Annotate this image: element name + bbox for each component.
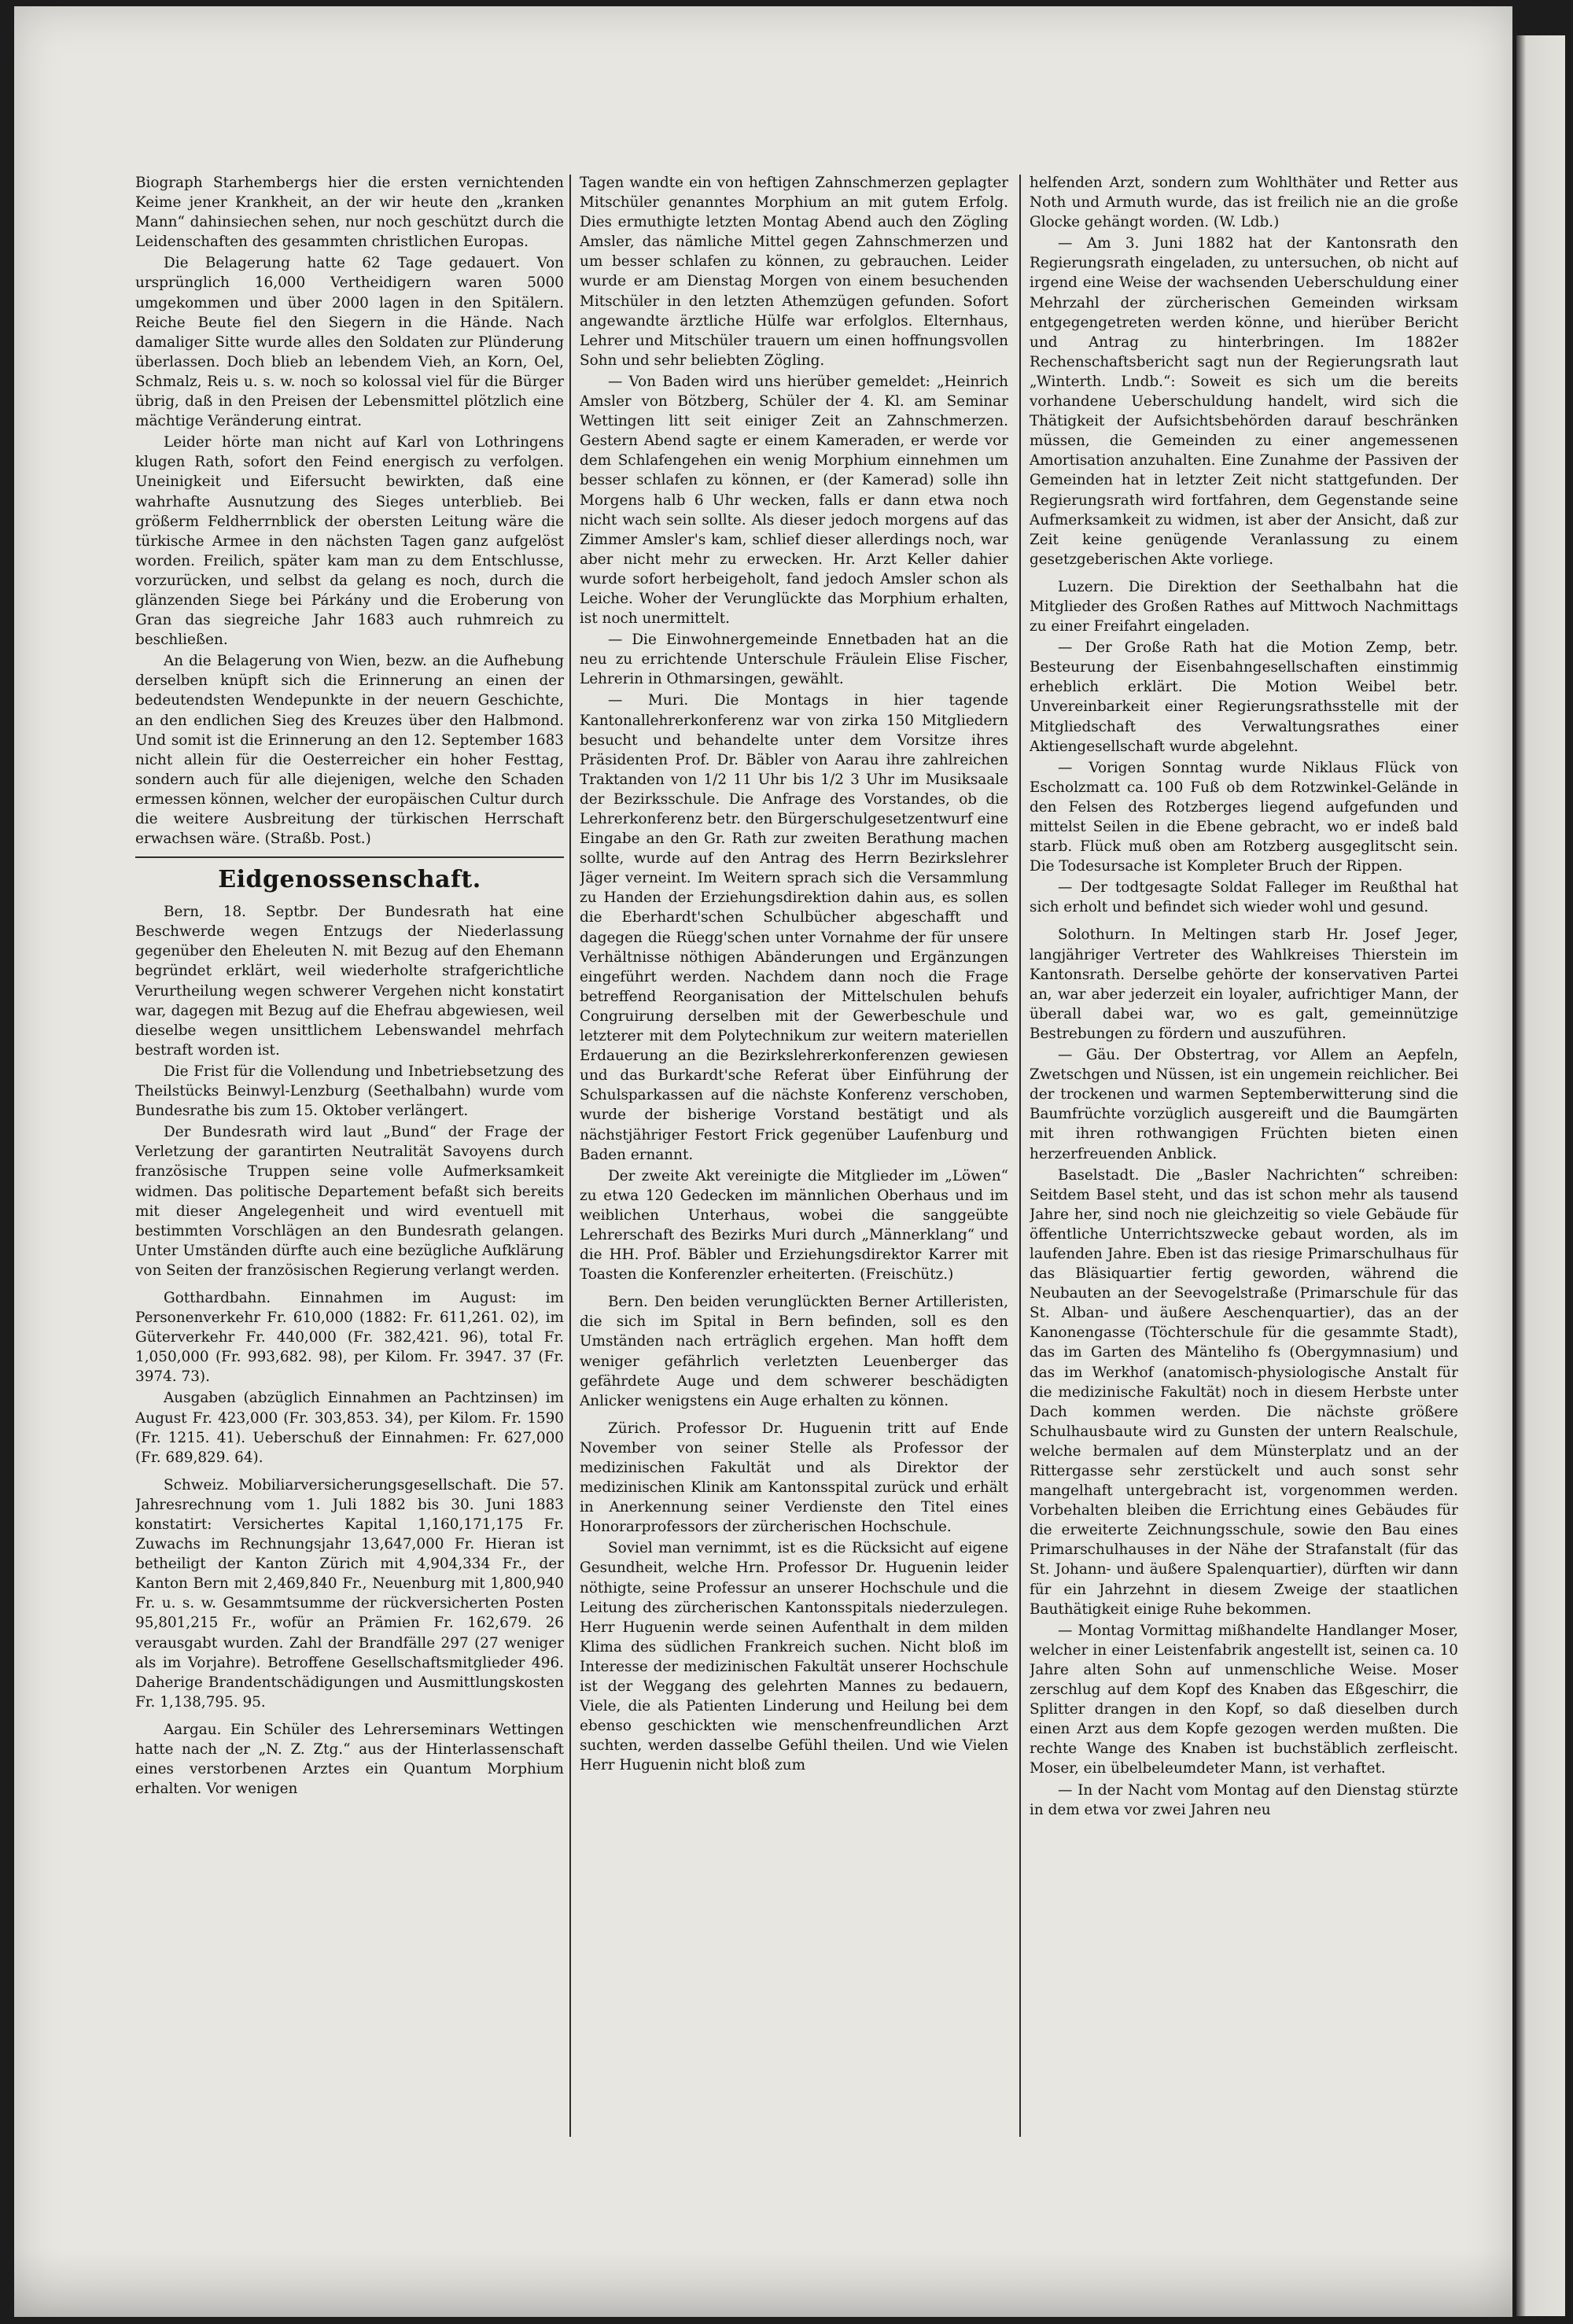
- paragraph: Zürich. Professor Dr. Huguenin tritt auf Ende November von seiner Stelle als Professor der medizinischen Fakultät und als Direktor der medizinischen Klinik am Kantonsspital zurück und erhält in Anerkennung seiner Verdienste den Titel eines Honorarprofessors der zürcherischen Hochschule.: [580, 1420, 1008, 1536]
- column-2: [580, 173, 1008, 2135]
- paragraph: — Der todtgesagte Soldat Falleger im Reußthal hat sich erholt und befindet sich wieder wohl und gesund.: [1030, 879, 1458, 916]
- paragraph: — Montag Vormittag mißhandelte Handlanger Moser, welcher in einer Leistenfabrik angestellt ist, seinen ca. 10 Jahre alten Sohn auf unmenschliche Weise. Moser zerschlug auf dem Kopf des Knaben das Eßgeschirr, die Splitter drangen in den Kopf, so daß dieselben durch einen Arzt aus dem Kopfe gezogen werden mußten. Die rechte Wange des Knaben ist buchstäblich zerfleischt. Moser, ein übelbeleumdeter Mann, ist verhaftet.: [1030, 1622, 1458, 1777]
- column-rule-right: [1019, 175, 1021, 2137]
- paragraph: — Vorigen Sonntag wurde Niklaus Flück von Escholzmatt ca. 100 Fuß ob dem Rotzwinkel-Gelände in den Felsen des Rotzberges liegend aufgefunden und mittelst Seilen in die Ebene gebracht, wo er indeß bald starb. Flück muß oben am Rotzberg ausgeglitscht sein. Die Todesursache ist Kompleter Bruch der Rippen.: [1030, 759, 1458, 875]
- paragraph: Ausgaben (abzüglich Einnahmen an Pachtzinsen) im August Fr. 423,000 (Fr. 303,853. 34), per Kilom. Fr. 1590 (Fr. 1215. 41). Ueberschuß der Einnahmen: Fr. 627,000 (Fr. 689,829. 64).: [135, 1390, 564, 1466]
- paragraph: — Gäu. Der Obstertrag, vor Allem an Aepfeln, Zwetschgen und Nüssen, ist ein ungemein reichlicher. Bei der trockenen und warmen Septemberwitterung sind die Baumfrüchte vorzüglich ausgereift und die Baumgärten mit ihren rothwangigen Früchten bieten einen herzerfreuenden Anblick.: [1030, 1047, 1458, 1162]
- paragraph: Biograph Starhembergs hier die ersten vernichtenden Keime jener Krankheit, an der wir heute den „kranken Mann“ dahinsiechen sehen, nur noch geschützt durch die Leidenschaften des gesammten christlichen Europas.: [135, 175, 564, 251]
- paragraph: Luzern. Die Direktion der Seethalbahn hat die Mitglieder des Großen Rathes auf Mittwoch Nachmittags zu einer Freifahrt eingeladen.: [1030, 578, 1458, 635]
- paragraph: Tagen wandte ein von heftigen Zahnschmerzen geplagter Mitschüler genanntes Morphium an mit gutem Erfolg. Dies ermuthigte letzten Montag Abend auch den Zögling Amsler, das nämliche Mittel gegen Zahnschmerzen und um besser schlafen zu können, zu gebrauchen. Leider wurde er am Dienstag Morgen von einem besuchenden Mitschüler in den letzten Athemzügen gefunden. Sofort angewandte ärztliche Hülfe war erfolglos. Elternhaus, Lehrer und Mitschüler trauern um einen hoffnungsvollen Sohn und sehr beliebten Zögling.: [580, 175, 1008, 369]
- column-3: [1030, 173, 1458, 2135]
- column-1: [135, 173, 564, 2135]
- paragraph: Soviel man vernimmt, ist es die Rücksicht auf eigene Gesundheit, welche Hrn. Professor Dr. Huguenin leider nöthigte, seine Professur an unserer Hochschule und die Leitung des zürcherischen Kantonsspitals niederzulegen. Herr Huguenin werde seinen Aufenthalt in dem milden Klima des südlichen Frankreich suchen. Nicht bloß im Interesse der medizinischen Fakultät unserer Hochschule ist der Weggang des gelehrten Mannes zu bedauern, Viele, die als Patienten Linderung und Heilung bei dem ebenso geschickten wie menschenfreundlichen Arzt suchten, werden dasselbe Gefühl theilen. Und wie Vielen Herr Huguenin nicht bloß zum: [580, 1540, 1008, 1774]
- section-title: Eidgenossenschaft.: [135, 856, 564, 896]
- paragraph: — Von Baden wird uns hierüber gemeldet: „Heinrich Amsler von Bötzberg, Schüler der 4. Kl. am Seminar Wettingen litt seit einiger Zeit an Zahnschmerzen. Gestern Abend sagte er einem Kameraden, er werde vor dem Schlafengehen ein wenig Morphium einnehmen um besser schlafen zu können, er (der Kamerad) solle ihn Morgens halb 6 Uhr wecken, falls er dann etwa noch nicht wach sein sollte. Als dieser jedoch morgens auf das Zimmer Amsler's kam, schlief dieser allerdings noch, war aber nicht mehr zu erwecken. Hr. Arzt Keller dahier wurde sofort herbeigeholt, fand jedoch Amsler schon als Leiche. Woher der Verunglückte das Morphium erhalten, ist noch unermittelt.: [580, 373, 1008, 628]
- paragraph: Gotthardbahn. Einnahmen im August: im Personenverkehr Fr. 610,000 (1882: Fr. 611,261. 02), im Güterverkehr Fr. 440,000 (Fr. 382,421. 96), total Fr. 1,050,000 (Fr. 993,682. 98), per Kilom. Fr. 3947. 37 (Fr. 3974. 73).: [135, 1289, 564, 1386]
- paragraph: Der zweite Akt vereinigte die Mitglieder im „Löwen“ zu etwa 120 Gedecken im männlichen Oberhaus und im weiblichen Unterhaus, wobei die sanggeübte Lehrerschaft des Bezirks Muri durch „Männerklang“ und die HH. Prof. Bäbler und Erziehungsdirektor Karrer mit Toasten die Konferenzler erheiterten. (Freischütz.): [580, 1167, 1008, 1284]
- paragraph: — Die Einwohnergemeinde Ennetbaden hat an die neu zu errichtende Unterschule Fräulein Elise Fischer, Lehrerin in Othmarsingen, gewählt.: [580, 632, 1008, 688]
- paragraph: — Am 3. Juni 1882 hat der Kantonsrath den Regierungsrath eingeladen, zu untersuchen, ob nicht auf irgend eine Weise der wachsenden Ueberschuldung einer Mehrzahl der zürcherischen Gemeinden wirksam entgegengetreten werden könne, und hierüber Bericht und Antrag zu hinterbringen. Im 1882er Rechenschaftsbericht sagt nun der Regierungsrath laut „Winterth. Lndb.“: Soweit es sich um die bereits vorhandene Ueberschuldung handelt, wird sich die Thätigkeit der Aufsichtsbehörden darauf beschränken müssen, die Gemeinden zu einer angemessenen Amortisation anzuhalten. Eine Zunahme der Passiven der Gemeinden hat in letzter Zeit nicht stattgefunden. Der Regierungsrath wird fortfahren, dem Gegenstande seine Aufmerksamkeit zu widmen, ist aber der Ansicht, daß zur Zeit keine genügende Veranlassung zu einem gesetzgeberischen Akte vorliege.: [1030, 235, 1458, 568]
- paragraph: Solothurn. In Meltingen starb Hr. Josef Jeger, langjähriger Vertreter des Wahlkreises Thierstein im Kantonsrath. Derselbe gehörte der konservativen Partei an, war aber jederzeit ein loyaler, aufrichtiger Mann, der überall dabei war, wo es galt, gemeinnützige Bestrebungen zu fördern und auszuführen.: [1030, 926, 1458, 1042]
- paragraph: — Der Große Rath hat die Motion Zemp, betr. Besteurung der Eisenbahngesellschaften einstimmig erheblich erklärt. Die Motion Weibel betr. Unvereinbarkeit einer Regierungsrathsstelle mit der Mitgliedschaft des Verwaltungsrathes einer Aktiengesellschaft wurde abgelehnt.: [1030, 639, 1458, 755]
- paragraph: helfenden Arzt, sondern zum Wohlthäter und Retter aus Noth und Armuth wurde, das ist freilich nie an die große Glocke gehängt worden. (W. Ldb.): [1030, 175, 1458, 231]
- paragraph: Leider hörte man nicht auf Karl von Lothringens klugen Rath, sofort den Feind energisch zu verfolgen. Uneinigkeit und Eifersucht bewirkten, daß eine wahrhafte Ausnutzung des Sieges unterblieb. Bei größerm Feldherrnblick der obersten Leitung wäre die türkische Armee in den nächsten Tagen ganz aufgelöst worden. Freilich, später kam man zu dem Entschlusse, vorzurücken, und selbst da gelang es noch, durch die glänzenden Siege bei Párkány und die Eroberung von Gran das siegreiche Jahr 1683 auch ruhmreich zu beschließen.: [135, 434, 564, 649]
- paragraph: Schweiz. Mobiliarversicherungsgesellschaft. Die 57. Jahresrechnung vom 1. Juli 1882 bis 30. Juni 1883 konstatirt: Versichertes Kapital 1,160,171,175 Fr. Zuwachs im Rechnungsjahr 13,647,000 Fr. Hieran ist betheiligt der Kanton Zürich mit 4,904,334 Fr., der Kanton Bern mit 2,469,840 Fr., Neuenburg mit 1,800,940 Fr. u. s. w. Gesammtsumme der rückversicherten Posten 95,801,215 Fr., wofür an Prämien Fr. 162,679. 26 verausgabt wurden. Zahl der Brandfälle 297 (27 weniger als im Vorjahre). Betroffene Gesellschaftsmitglieder 496. Daherige Brandentschädigungen und Ausmittlungskosten Fr. 1,138,795. 95.: [135, 1476, 564, 1711]
- column-rule-left: [569, 175, 571, 2137]
- paragraph: Die Belagerung hatte 62 Tage gedauert. Von ursprünglich 16,000 Vertheidigern waren 5000 umgekommen und über 2000 lagen in den Spitälern. Reiche Beute fiel den Siegern in die Hände. Nach damaliger Sitte wurde alles den Soldaten zur Plünderung überlassen. Doch blieb an lebendem Vieh, an Korn, Oel, Schmalz, Reis u. s. w. noch so kolossal viel für die Bürger übrig, daß in den Preisen der Lebensmittel plötzlich eine mächtige Veränderung eintrat.: [135, 255, 564, 430]
- paragraph: Bern. Den beiden verunglückten Berner Artilleristen, die sich im Spital in Bern befinden, soll es den Umständen nach erträglich ergehen. Man hofft dem weniger gefährlich verletzten Leuenberger das gefährdete Auge und dem schwerer beschädigten Anlicker wenigstens ein Auge erhalten zu können.: [580, 1294, 1008, 1409]
- paragraph: Bern, 18. Septbr. Der Bundesrath hat eine Beschwerde wegen Entzugs der Niederlassung gegenüber den Eheleuten N. mit Bezug auf den Ehemann begründet erklärt, weil wiederholte strafgerichtliche Verurtheilung wegen schwerer Vergehen nicht konstatirt war, dagegen mit Bezug auf die Ehefrau abgewiesen, weil dieselbe wegen unsittlichem Lebenswandel mehrfach bestraft worden ist.: [135, 904, 564, 1059]
- page-bottom-shadow: [14, 2249, 1512, 2317]
- adjacent-page-edge: [1516, 35, 1565, 2316]
- paragraph: Die Frist für die Vollendung und Inbetriebsetzung des Theilstücks Beinwyl-Lenzburg (Seethalbahn) wurde vom Bundesrathe bis zum 15. Oktober verlängert.: [135, 1063, 564, 1120]
- paragraph: An die Belagerung von Wien, bezw. an die Aufhebung derselben knüpft sich die Erinnerung an einen der bedeutendsten Wendepunkte in der neuern Geschichte, an den endlichen Sieg des Kreuzes über den Halbmond. Und somit ist die Erinnerung an den 12. September 1683 nicht allein für die Oesterreicher ein hoher Festtag, sondern auch für alle diejenigen, welche den Schaden ermessen können, welcher der europäischen Cultur durch die weitere Ausbreitung der türkischen Herrschaft erwachsen wäre. (Straßb. Post.): [135, 653, 564, 848]
- paragraph: — Muri. Die Montags in hier tagende Kantonallehrerkonferenz war von zirka 150 Mitgliedern besucht und behandelte unter dem Vorsitze ihres Präsidenten Prof. Dr. Bäbler von Aarau ihre zahlreichen Traktanden von 1/2 11 Uhr bis 1/2 3 Uhr im Musiksaale der Bezirksschule. Die Anfrage des Vorstandes, ob die Lehrerkonferenz betr. den Bürgerschulgesetzentwurf eine Eingabe an den Gr. Rath zur zweiten Berathung machen sollte, wurde auf den Antrag des Herrn Bezirkslehrer Jäger verneint. Im Weitern sprach sich die Versammlung zu Handen der Erziehungsdirektion dahin aus, es sollen die Eberhardt'schen Schulbücher abgeschafft und dagegen die Rüegg'schen unter Vornahme der für unsere Verhältnisse nöthigen Abänderungen und Ergänzungen eingeführt werden. Nachdem dann noch die Frage betreffend Reorganisation der Mittelschulen behufs Congruirung derselben mit der Gewerbeschule und letzterer mit dem Polytechnikum zur weitern materiellen Erdauerung an die Bezirkslehrerkonferenzen gewiesen und das Burkardt'sche Referat über Einführung der Schulsparkassen auf die nächste Konferenz verschoben, wurde der bisherige Vorstand bestätigt und als nächstjähriger Festort Frick gegenüber Laufenburg und Baden ernannt.: [580, 692, 1008, 1163]
- paragraph: — In der Nacht vom Montag auf den Dienstag stürzte in dem etwa vor zwei Jahren neu: [1030, 1781, 1458, 1818]
- paragraph: Baselstadt. Die „Basler Nachrichten“ schreiben: Seitdem Basel steht, und das ist schon mehr als tausend Jahre her, sind noch nie gleichzeitig so viele Gebäude für öffentliche Unterrichtszwecke gebaut worden, als im laufenden Jahre. Eben ist das riesige Primarschulhaus für das Bläsiquartier fertig geworden, während die Neubauten an der Seevogelstraße (Primarschule für das St. Alban- und äußere Aeschenquartier), das an der Kanonengasse (Töchterschule für die gesammte Stadt), das im Garten des Mänteliho fs (Obergymnasium) und das im Werkhof (anatomisch-physiologische Anstalt für die medizinische Fakultät) noch in diesem Herbste unter Dach kommen werden. Die nächste größere Schulhausbaute wird zu Gunsten der untern Realschule, welche bermalen auf dem Münsterplatz und an der Rittergasse sehr zerstückelt und auch sonst sehr mangelhaft untergebracht ist, vorgenommen werden. Vorbehalten bleiben die Errichtung eines Gebäudes für die erweiterte Zeichnungsschule, sowie den Bau eines Primarschulhauses in der Nähe der Strafanstalt (für das St. Johann- und äußere Spalenquartier), dürften wir dann für ein Jahrzehnt in diesem Zweige der staatlichen Bauthätigkeit einige Ruhe bekommen.: [1030, 1166, 1458, 1618]
- paragraph: Aargau. Ein Schüler des Lehrerseminars Wettingen hatte nach der „N. Z. Ztg.“ aus der Hinterlassenschaft eines verstorbenen Arztes ein Quantum Morphium erhalten. Vor wenigen: [135, 1721, 564, 1798]
- paragraph: Der Bundesrath wird laut „Bund“ der Frage der Verletzung der garantirten Neutralität Savoyens durch französische Truppen seine volle Aufmerksamkeit widmen. Das politische Departement befaßt sich bereits mit dieser Angelegenheit und wird eventuell mit bestimmten Vorschlägen an den Bundesrath gelangen. Unter Umständen dürfte auch eine bezügliche Aufklärung von Seiten der französischen Regierung verlangt werden.: [135, 1124, 564, 1279]
